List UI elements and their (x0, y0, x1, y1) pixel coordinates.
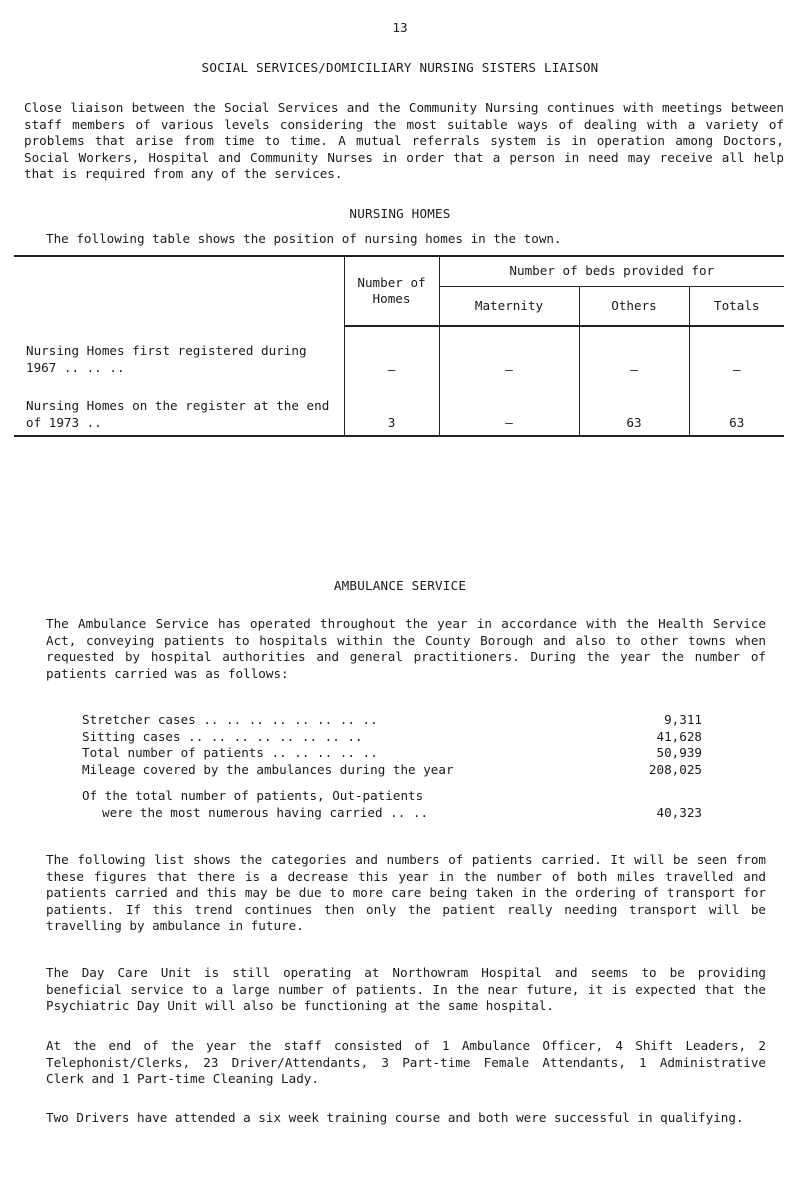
stat-value: 9,311 (664, 712, 702, 727)
stat-label: Stretcher cases .. .. .. .. .. .. .. .. (82, 712, 378, 727)
cell-others: – (579, 326, 689, 378)
paragraph-ambulance-intro: The Ambulance Service has operated throughout the year in accordance with the Health Service Act, conveying patients to hospitals within the County Borough and also to other towns when requested by hospital authorities and general practitioners. During the year the number of patients carried was as follows: (46, 616, 766, 681)
stat-value: 50,939 (656, 745, 702, 760)
list-item (82, 745, 702, 762)
cell-totals: – (689, 326, 784, 378)
cell-maternity: – (439, 378, 579, 436)
stat-value: 40,323 (656, 804, 702, 820)
paragraph-staff: At the end of the year the staff consisted of 1 Ambulance Officer, 4 Shift Leaders, 2 Telephonist/Clerks, 23 Driver/Attendants, 3 Part-time Female Attendants, 1 Administrative Clerk and 1 Part-time Cleaning Lady. (46, 1038, 766, 1086)
paragraph-ambulance-trend: The following list shows the categories and numbers of patients carried. It will be seen from these figures that there is a decrease this year in the number of both miles travelled and patients carried and this may be due to more care being taken in the ordering of transport for patients. If this trend continues then only the patient really needing transport will be travelling by ambulance in future. (46, 852, 766, 933)
paragraph-day-care-unit: The Day Care Unit is still operating at Northowram Hospital and seems to be providing beneficial service to a large number of patients. In the near future, it is expected that the Psychiatric Day Unit will also be functioning at the same hospital. (46, 965, 766, 1013)
list-item (82, 805, 702, 822)
cell-maternity: – (439, 326, 579, 378)
table-corner (14, 256, 344, 326)
stat-label: Mileage covered by the ambulances during the year (82, 761, 454, 777)
stat-label: Of the total number of patients, Out-patients (82, 788, 424, 803)
section-heading-ambulance: AMBULANCE SERVICE (333, 578, 467, 593)
table-row (14, 378, 784, 436)
list-item (82, 762, 702, 779)
stat-label: Total number of patients .. .. .. .. .. (82, 745, 378, 760)
stat-value: 208,025 (648, 761, 702, 777)
stat-value: 41,628 (656, 728, 702, 744)
stat-label: Sitting cases .. .. .. .. .. .. .. .. (82, 728, 363, 744)
table-row (14, 326, 784, 378)
col-header-others: Others (579, 286, 689, 326)
nursing-homes-intro: The following table shows the position of nursing homes in the town. (46, 231, 562, 246)
cell-homes: – (344, 326, 439, 378)
ambulance-statistics (82, 712, 702, 821)
row-label: Nursing Homes first registered during 1967 .. .. .. (26, 343, 307, 375)
list-item (82, 729, 702, 746)
paragraph-liaison: Close liaison between the Social Services and the Community Nursing continues with meetings between staff members of various levels considering the most suitable ways of dealing with a variety of problems that arise from time to time. A mutual referrals system is in operation among Doctors, Social Workers, Hospital and Community Nurses in order that a person in need may receive all help that is required from any of the services. (24, 100, 784, 181)
col-header-maternity: Maternity (439, 286, 579, 326)
nursing-homes-table (14, 255, 784, 437)
stat-label: were the most numerous having carried .. .. (102, 804, 429, 820)
cell-totals: 63 (689, 378, 784, 436)
col-header-beds-provided: Number of beds provided for (439, 256, 784, 286)
col-header-totals: Totals (689, 286, 784, 326)
cell-others: 63 (579, 378, 689, 436)
paragraph-training: Two Drivers have attended a six week training course and both were successful in qualifying. (46, 1110, 744, 1125)
section-heading-social-services: SOCIAL SERVICES/DOMICILIARY NURSING SISTERS LIAISON (201, 60, 599, 75)
cell-homes: 3 (344, 378, 439, 436)
list-item (82, 712, 702, 729)
list-item (82, 788, 702, 805)
col-header-number-of-homes: Number of Homes (344, 256, 439, 326)
row-label: Nursing Homes on the register at the end of 1973 .. (14, 378, 344, 436)
section-heading-nursing-homes: NURSING HOMES (349, 206, 451, 221)
page-number: 13 (392, 20, 408, 35)
